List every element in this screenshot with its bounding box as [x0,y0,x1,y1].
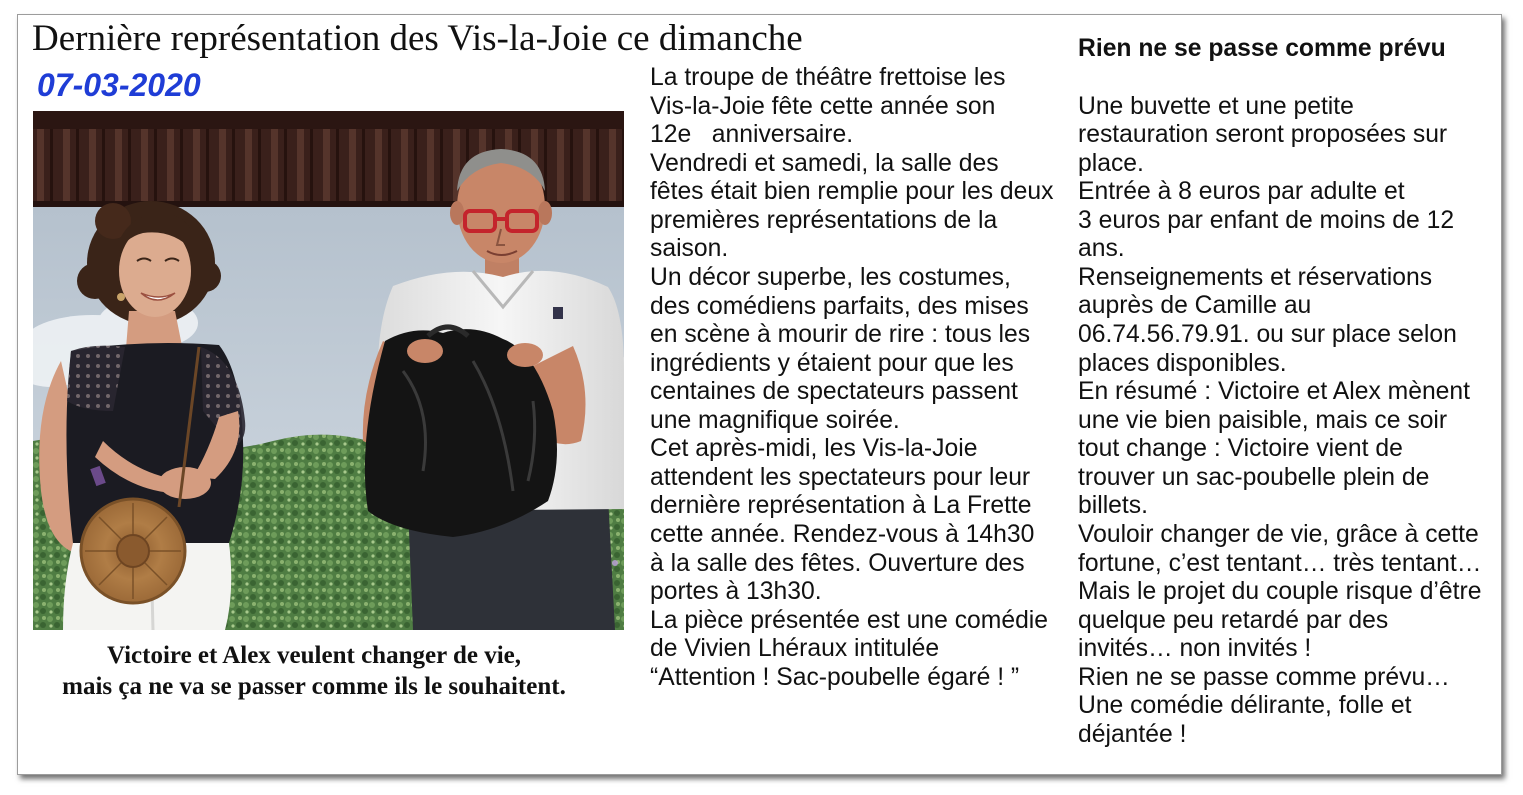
body-line: saison. [650,235,729,263]
body-line: cette année. Rendez-vous à 14h30 [650,521,1035,548]
sidebar-line: ans. [1078,235,1125,263]
body-line: en scène à mourir de rire : tous les [650,321,1031,349]
body-line: La troupe de théâtre frettoise les [650,64,1006,91]
body-line: portes à 13h30. [650,578,822,606]
body-line: premières représentations de la [650,206,998,234]
body-line: Un décor superbe, les costumes, [650,263,1011,291]
article-photo [33,111,624,630]
body-line: Vendredi et samedi, la salle des [650,149,999,177]
sidebar-line: Une comédie délirante, folle et [1078,692,1412,720]
sidebar-line: fortune, c’est tentant… très tentant… [1078,549,1482,577]
sidebar-line: En résumé : Victoire et Alex mènent [1078,378,1470,406]
sidebar-line: 06.74.56.79.91. ou sur place selon [1078,321,1457,349]
sidebar-line: Une buvette et une petite [1078,92,1354,120]
article-date: 07-03-2020 [37,67,201,103]
article-headline: Dernière représentation des Vis-la-Joie ce dimanche [32,18,803,59]
sidebar-line: déjantée ! [1078,720,1187,748]
body-line: ingrédients y étaient pour que les [650,349,1014,377]
body-line: Cet après-midi, les Vis-la-Joie [650,435,978,463]
body-line: “Attention ! Sac-poubelle égaré ! ” [650,663,1020,691]
photo-caption [20,640,608,702]
sidebar-line: trouver un sac-poubelle plein de [1078,463,1430,491]
sidebar-line: tout change : Victoire vient de [1078,435,1403,463]
sidebar-line: billets. [1078,492,1148,520]
article-body-column [650,64,1053,692]
stage-photo-image [33,111,624,630]
sidebar-heading: Rien ne se passe comme prévu [1078,35,1446,63]
body-line: 12e anniversaire. [650,121,854,149]
sidebar-line: une vie bien paisible, mais ce soir [1078,406,1448,434]
sidebar-line: auprès de Camille au [1078,292,1312,320]
body-line: une magnifique soirée. [650,406,900,434]
article-card [17,14,1502,775]
sidebar-line: Mais le projet du couple risque d’être [1078,578,1482,606]
body-line: dernière représentation à La Frette [650,492,1032,520]
sidebar-line: places disponibles. [1078,349,1287,377]
sidebar-line: restauration seront proposées sur [1078,121,1448,149]
body-line: des comédiens parfaits, des mises [650,292,1029,320]
sidebar-line: invités… non invités ! [1078,635,1312,663]
sidebar-line: Entrée à 8 euros par adulte et [1078,178,1405,206]
sidebar-line: Vouloir changer de vie, grâce à cette [1078,520,1479,548]
sidebar-line: quelque peu retardé par des [1078,606,1389,634]
body-line: à la salle des fêtes. Ouverture des [650,549,1025,577]
sidebar-line: 3 euros par enfant de moins de 12 [1078,206,1455,234]
caption-line: Victoire et Alex veulent changer de vie, [106,642,522,669]
body-line: La pièce présentée est une comédie [650,606,1049,634]
sidebar-line: place. [1078,149,1144,177]
body-line: fêtes était bien remplie pour les deux [650,178,1054,206]
caption-line: mais ça ne va se passer comme ils le souhaitent. [62,673,566,700]
body-line: centaines de spectateurs passent [650,378,1018,406]
round-woven-bag [81,499,185,603]
body-line: attendent les spectateurs pour leur [650,463,1031,491]
body-line: Vis-la-Joie fête cette année son [650,92,996,120]
sidebar-line: Rien ne se passe comme prévu… [1078,663,1450,691]
body-line: de Vivien Lhéraux intitulée [650,635,940,663]
sidebar-column [1078,35,1481,749]
paragraph-spacer [1078,64,1481,93]
sidebar-line: Renseignements et réservations [1078,263,1433,291]
